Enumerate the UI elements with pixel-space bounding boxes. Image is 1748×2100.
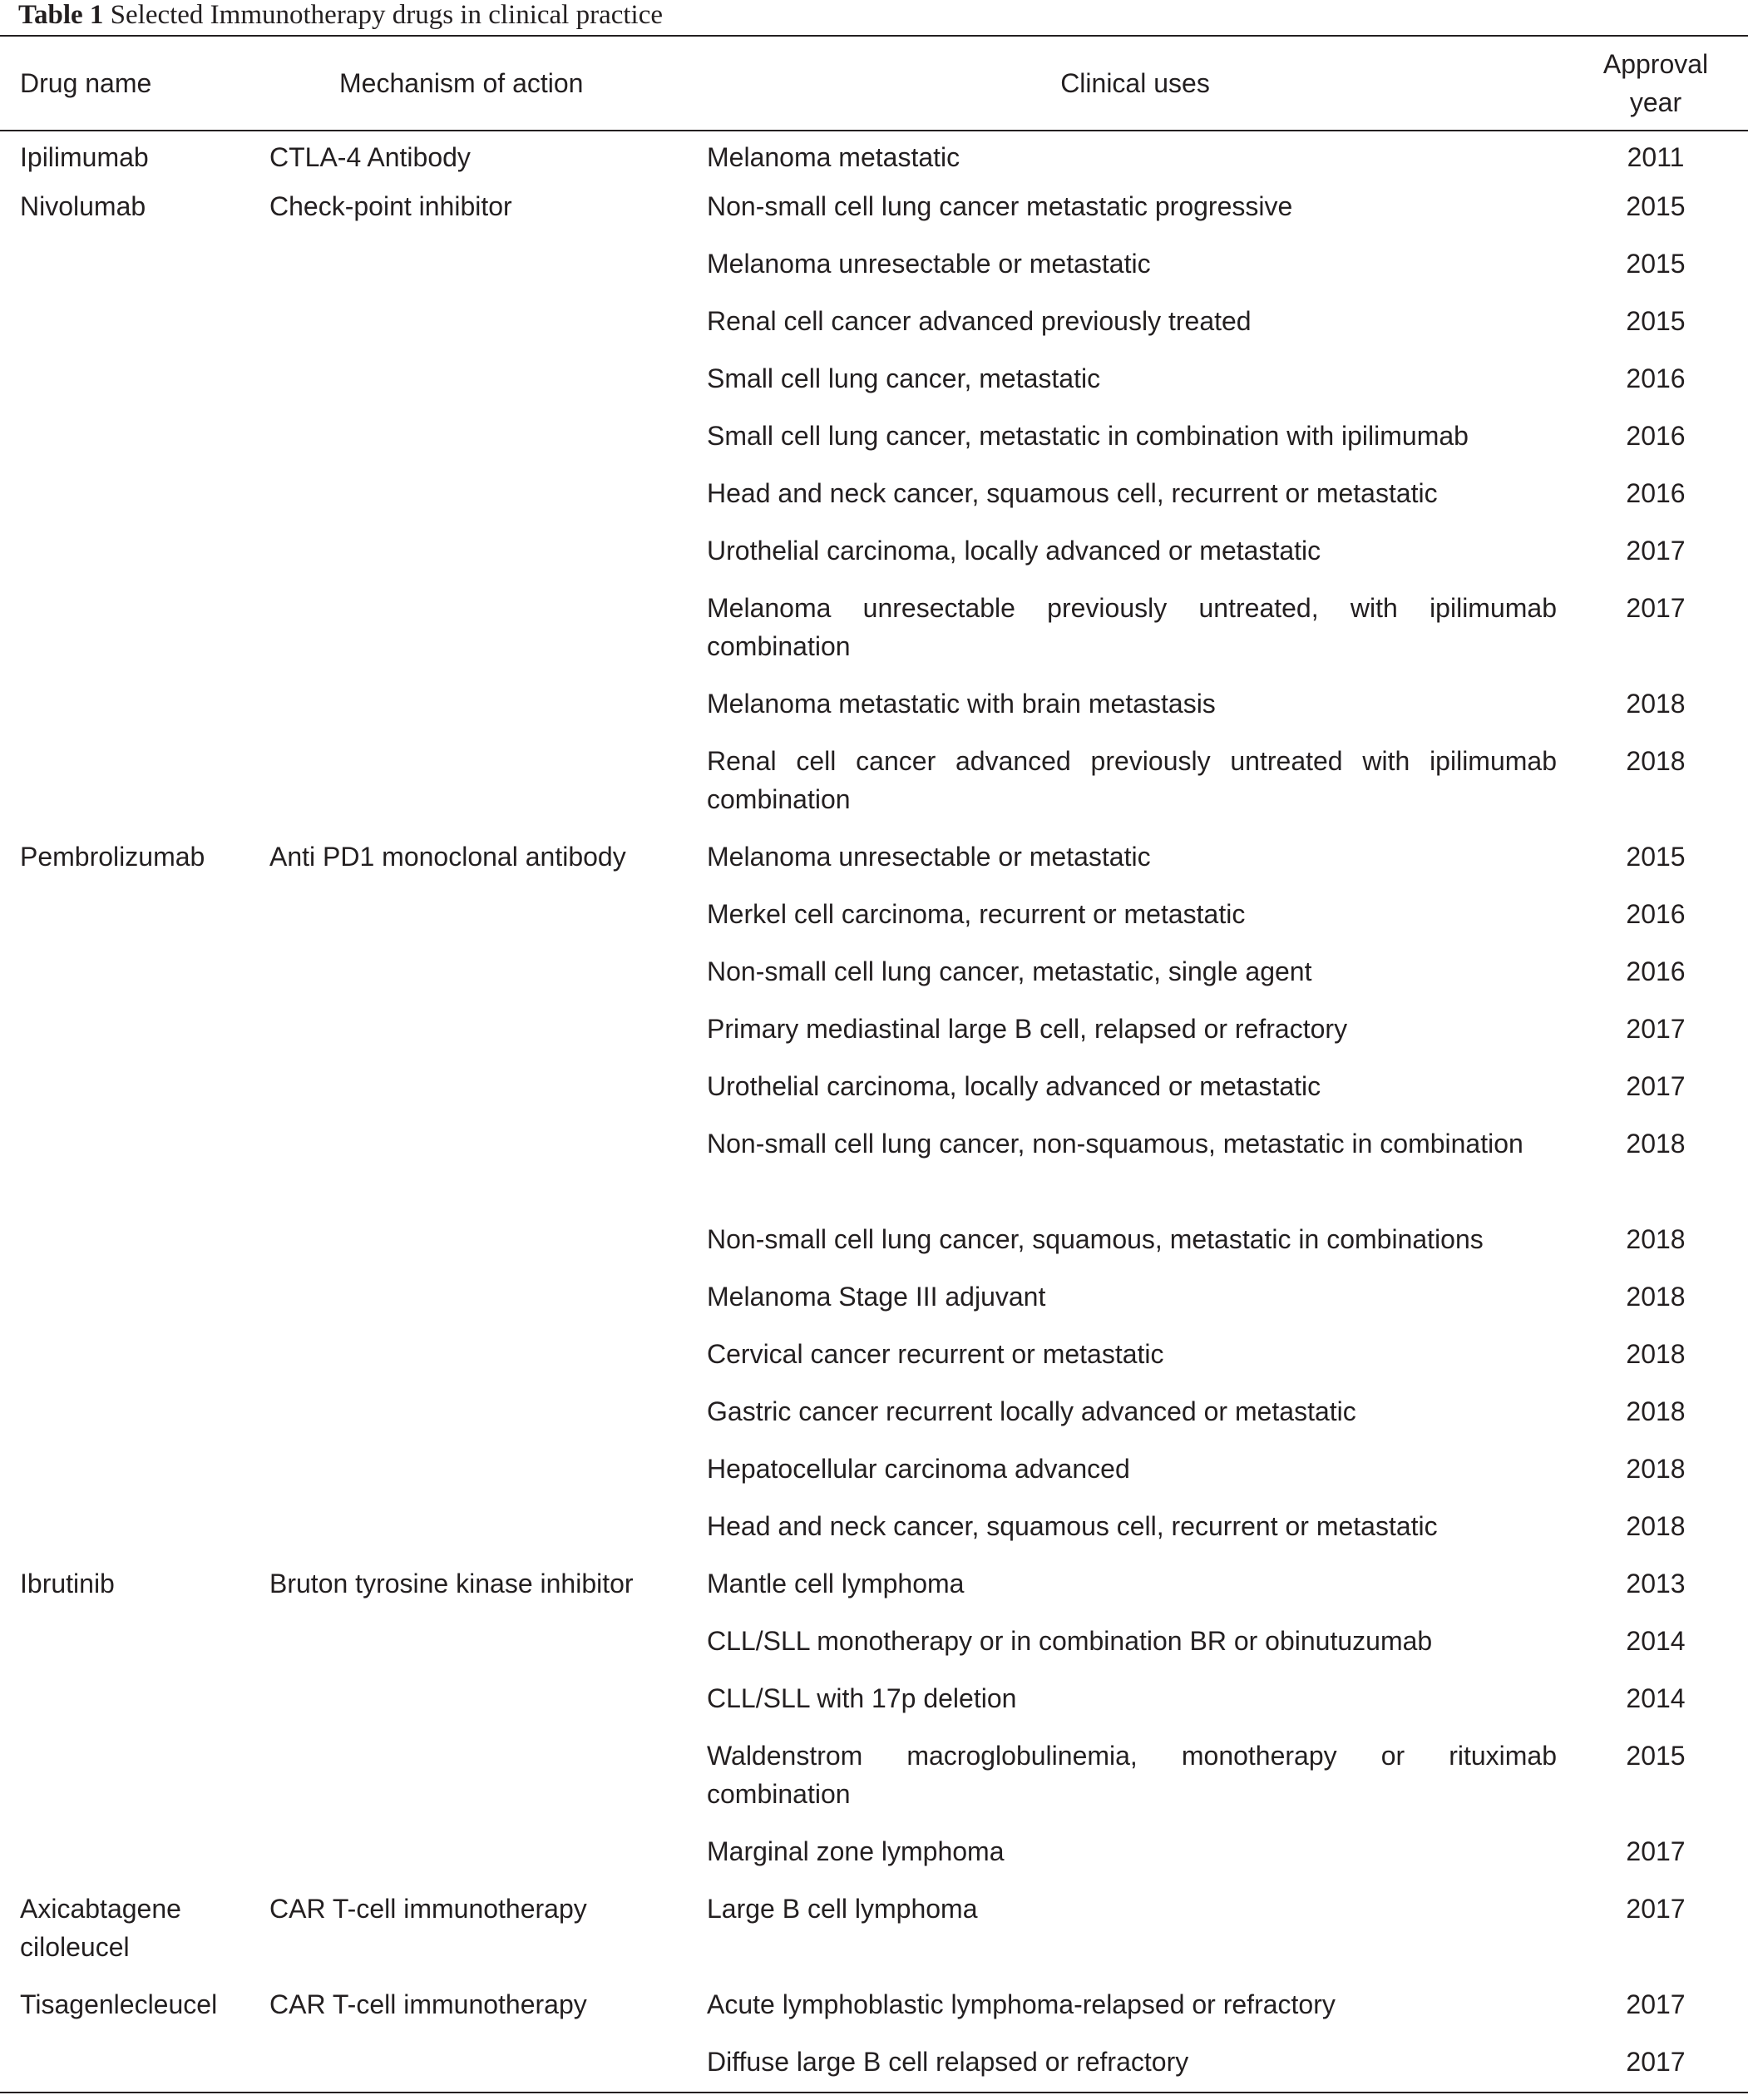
drug-name-cell (0, 1450, 249, 1507)
mechanism-cell (249, 2043, 707, 2100)
mechanism-cell (249, 1832, 707, 1890)
clinical-use-cell: Acute lymphoblastic lymphoma-relapsed or refractory (707, 1989, 1336, 2019)
table-caption-label: Table 1 (18, 0, 104, 30)
clinical-use-cell: Non-small cell lung cancer, metastatic, single agent (707, 956, 1312, 986)
table-row (0, 1124, 1748, 1220)
table-row (0, 1890, 1748, 1985)
approval-year-cell: 2014 (1626, 1626, 1686, 1656)
drug-name-cell (0, 417, 249, 474)
table-row (0, 474, 1748, 531)
drug-name-cell (0, 2043, 249, 2100)
clinical-use-cell: Diffuse large B cell relapsed or refractory (707, 2047, 1189, 2077)
approval-year-cell: 2015 (1626, 249, 1686, 279)
mechanism-cell (249, 1450, 707, 1507)
clinical-use-cell: Non-small cell lung cancer, squamous, metastatic in combinations (707, 1224, 1484, 1254)
clinical-use-cell: Marginal zone lymphoma (707, 1836, 1005, 1866)
approval-year-cell: 2018 (1626, 1511, 1686, 1541)
table-row (0, 531, 1748, 589)
clinical-use-cell: Non-small cell lung cancer, non-squamous, metastatic in combination (707, 1129, 1523, 1159)
drug-name-cell (0, 1832, 249, 1890)
approval-year-cell: 2018 (1626, 1224, 1686, 1254)
drug-name-cell: Nivolumab (20, 191, 146, 221)
clinical-use-cell: Head and neck cancer, squamous cell, recurrent or metastatic (707, 1511, 1438, 1541)
table-caption (18, 0, 663, 33)
drug-name-cell (0, 1679, 249, 1737)
clinical-use-cell: Renal cell cancer advanced previously treated (707, 306, 1252, 336)
mechanism-cell (249, 1067, 707, 1124)
drug-name-cell: Tisagenlecleucel (20, 1989, 218, 2019)
mechanism-cell (249, 302, 707, 359)
table-row (0, 1220, 1748, 1277)
mechanism-cell: CAR T-cell immunotherapy (269, 1894, 587, 1924)
mechanism-cell: Check-point inhibitor (269, 191, 512, 221)
table-row (0, 838, 1748, 895)
approval-year-cell: 2017 (1626, 1014, 1686, 1044)
clinical-use-cell: Melanoma Stage III adjuvant (707, 1282, 1046, 1312)
mechanism-cell (249, 589, 707, 684)
mechanism-cell (249, 1507, 707, 1564)
approval-year-cell: 2018 (1626, 1129, 1686, 1159)
mechanism-cell (249, 895, 707, 952)
approval-year-cell: 2015 (1626, 191, 1686, 221)
clinical-use-cell: CLL/SLL with 17p deletion (707, 1683, 1017, 1713)
approval-year-cell: 2016 (1626, 899, 1686, 929)
table-row (0, 1507, 1748, 1564)
table-row (0, 589, 1748, 684)
table-row (0, 1564, 1748, 1622)
table-row (0, 130, 1748, 187)
table-row (0, 895, 1748, 952)
approval-year-cell: 2018 (1626, 1454, 1686, 1484)
table-row (0, 1832, 1748, 1890)
table-row (0, 1277, 1748, 1335)
clinical-use-cell: Melanoma unresectable or metastatic (707, 249, 1151, 279)
mechanism-cell (249, 359, 707, 417)
approval-year-cell: 2017 (1626, 1989, 1686, 2019)
clinical-use-cell: Urothelial carcinoma, locally advanced or metastatic (707, 536, 1321, 566)
clinical-use-cell: Mantle cell lymphoma (707, 1569, 965, 1598)
clinical-use-cell: Gastric cancer recurrent locally advanced or metastatic (707, 1396, 1356, 1426)
column-header-clinical-uses: Clinical uses (1060, 68, 1210, 98)
table-header-row (0, 37, 1748, 130)
mechanism-cell (249, 245, 707, 302)
table-row (0, 245, 1748, 302)
clinical-use-cell: Cervical cancer recurrent or metastatic (707, 1339, 1164, 1369)
approval-year-cell: 2014 (1626, 1683, 1686, 1713)
approval-year-cell: 2017 (1626, 1836, 1686, 1866)
clinical-use-cell: Melanoma metastatic with brain metastasis (707, 689, 1216, 719)
table-row (0, 1450, 1748, 1507)
mechanism-cell (249, 1220, 707, 1277)
mechanism-cell (249, 1277, 707, 1335)
drug-name-cell: Ibrutinib (20, 1569, 115, 1598)
table-row (0, 359, 1748, 417)
column-header-drug-name: Drug name (20, 68, 152, 98)
approval-year-cell: 2011 (1627, 142, 1685, 172)
drug-name-cell (0, 1010, 249, 1067)
mechanism-cell (249, 1622, 707, 1679)
approval-year-cell: 2018 (1626, 689, 1686, 719)
column-header-mechanism: Mechanism of action (339, 68, 584, 98)
table-row (0, 1679, 1748, 1737)
table-row (0, 742, 1748, 838)
mechanism-cell (249, 531, 707, 589)
table-row (0, 2043, 1748, 2100)
table-row (0, 1392, 1748, 1450)
immunotherapy-drugs-table (0, 37, 1748, 2100)
approval-year-cell: 2016 (1626, 421, 1686, 451)
mechanism-cell (249, 952, 707, 1010)
clinical-use-cell: Urothelial carcinoma, locally advanced or metastatic (707, 1071, 1321, 1101)
approval-year-cell: 2017 (1626, 1071, 1686, 1101)
drug-name-cell: Ipilimumab (20, 142, 149, 172)
drug-name-cell (0, 302, 249, 359)
clinical-use-cell: Large B cell lymphoma (707, 1894, 978, 1924)
approval-year-cell: 2015 (1626, 306, 1686, 336)
table-row (0, 1010, 1748, 1067)
clinical-use-cell: Melanoma metastatic (707, 142, 960, 172)
drug-name-cell (0, 742, 249, 838)
table-row (0, 417, 1748, 474)
drug-name-cell (0, 895, 249, 952)
table-row (0, 952, 1748, 1010)
mechanism-cell (249, 1392, 707, 1450)
drug-name-cell: Pembrolizumab (20, 842, 205, 872)
approval-year-cell: 2016 (1626, 956, 1686, 986)
clinical-use-cell: Waldenstrom macroglobulinemia, monotherapy or rituximab combination (707, 1741, 1557, 1809)
approval-year-cell: 2017 (1626, 2047, 1686, 2077)
mechanism-cell (249, 1124, 707, 1220)
drug-name-cell (0, 1124, 249, 1220)
table-row (0, 1335, 1748, 1392)
clinical-use-cell: CLL/SLL monotherapy or in combination BR or obinutuzumab (707, 1626, 1433, 1656)
table-row (0, 302, 1748, 359)
mechanism-cell (249, 1335, 707, 1392)
drug-name-cell (0, 952, 249, 1010)
mechanism-cell (249, 684, 707, 742)
approval-year-cell: 2015 (1626, 1741, 1686, 1771)
mechanism-cell (249, 417, 707, 474)
mechanism-cell: CAR T-cell immunotherapy (269, 1989, 587, 2019)
column-header-approval-year (1563, 37, 1748, 130)
approval-year-cell: 2013 (1626, 1569, 1686, 1598)
mechanism-cell (249, 742, 707, 838)
drug-name-cell (0, 1067, 249, 1124)
drug-name-cell (0, 1392, 249, 1450)
mechanism-cell: Bruton tyrosine kinase inhibitor (269, 1569, 634, 1598)
clinical-use-cell: Melanoma unresectable or metastatic (707, 842, 1151, 872)
drug-name-cell (0, 531, 249, 589)
drug-name-cell (0, 589, 249, 684)
drug-name-cell (0, 1507, 249, 1564)
table-row (0, 187, 1748, 245)
mechanism-cell (249, 474, 707, 531)
approval-year-cell: 2018 (1626, 1396, 1686, 1426)
clinical-use-cell: Melanoma unresectable previously untreated, with ipilimumab combination (707, 593, 1557, 661)
clinical-use-cell: Small cell lung cancer, metastatic (707, 363, 1101, 393)
column-header-approval-year-line2: year (1629, 87, 1682, 117)
mechanism-cell (249, 1679, 707, 1737)
clinical-use-cell: Primary mediastinal large B cell, relapsed or refractory (707, 1014, 1348, 1044)
clinical-use-cell: Head and neck cancer, squamous cell, recurrent or metastatic (707, 478, 1438, 508)
clinical-use-cell: Small cell lung cancer, metastatic in combination with ipilimumab (707, 421, 1469, 451)
drug-name-cell (0, 1737, 249, 1832)
table-row (0, 684, 1748, 742)
mechanism-cell: Anti PD1 monoclonal antibody (269, 842, 626, 872)
clinical-use-cell: Renal cell cancer advanced previously untreated with ipilimumab combination (707, 746, 1557, 814)
drug-name-cell (0, 1335, 249, 1392)
approval-year-cell: 2015 (1626, 842, 1686, 872)
approval-year-cell: 2018 (1626, 746, 1686, 776)
approval-year-cell: 2017 (1626, 536, 1686, 566)
column-header-approval-year-line1: Approval (1602, 49, 1709, 79)
clinical-use-cell: Hepatocellular carcinoma advanced (707, 1454, 1130, 1484)
drug-name-cell (0, 1622, 249, 1679)
clinical-use-cell: Merkel cell carcinoma, recurrent or metastatic (707, 899, 1246, 929)
drug-name-cell: Axicabtagene ciloleucel (20, 1894, 181, 1962)
table-body (0, 130, 1748, 2100)
approval-year-cell: 2017 (1626, 1894, 1686, 1924)
mechanism-cell (249, 1737, 707, 1832)
approval-year-cell: 2018 (1626, 1339, 1686, 1369)
approval-year-cell: 2016 (1626, 363, 1686, 393)
table-row (0, 1737, 1748, 1832)
mechanism-cell (249, 1010, 707, 1067)
drug-name-cell (0, 1277, 249, 1335)
clinical-use-cell: Non-small cell lung cancer metastatic progressive (707, 191, 1293, 221)
drug-name-cell (0, 684, 249, 742)
drug-name-cell (0, 1220, 249, 1277)
table-row (0, 1067, 1748, 1124)
approval-year-cell: 2016 (1626, 478, 1686, 508)
drug-name-cell (0, 245, 249, 302)
mechanism-cell: CTLA-4 Antibody (269, 142, 471, 172)
table-caption-text: Selected Immunotherapy drugs in clinical practice (110, 0, 663, 30)
approval-year-cell: 2018 (1626, 1282, 1686, 1312)
table-row (0, 1985, 1748, 2043)
table-row (0, 1622, 1748, 1679)
approval-year-cell: 2017 (1626, 593, 1686, 623)
drug-name-cell (0, 359, 249, 417)
drug-name-cell (0, 474, 249, 531)
